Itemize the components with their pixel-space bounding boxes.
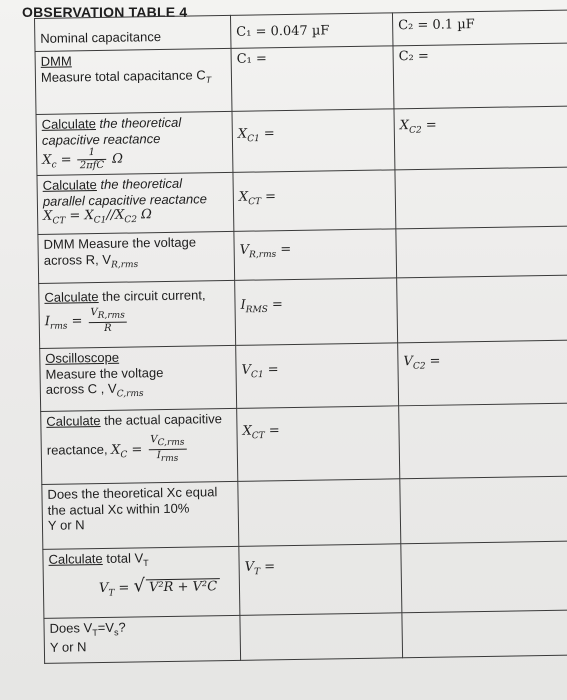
compare-vt-tail: ? (118, 619, 126, 635)
cell-compare-vt-answer[interactable] (240, 613, 403, 661)
vr-sub: R,rms (249, 250, 277, 261)
cell-xct-actual[interactable] (237, 406, 400, 482)
vt-label: V (244, 559, 255, 575)
header-nominal-capacitance (35, 15, 231, 51)
cell-compare-xc-answer[interactable] (238, 479, 401, 547)
vt-radicand: V²R + V²C (146, 578, 220, 596)
xc1-eq: = (259, 126, 275, 142)
af-num-sub: C,rms (157, 437, 185, 448)
xct-eq: = (260, 189, 277, 205)
measure-total-label: Measure total capacitance C (40, 66, 206, 85)
pf-mid: = X (65, 208, 94, 224)
dmm-label: DMM (40, 53, 72, 69)
cf-num: V (90, 306, 98, 318)
table-row-current (39, 275, 567, 348)
irms-label: I (240, 297, 246, 313)
label-dmm-vr (38, 232, 235, 284)
c2-measured-label: C₂ = (398, 48, 429, 65)
af-lhs: X (111, 442, 121, 458)
vc2-label: V (403, 354, 413, 370)
theoretical-label: the theoretical (95, 114, 182, 132)
calc-label-2: Calculate (42, 177, 97, 194)
label-compare-xc (42, 482, 239, 550)
observation-table (34, 10, 567, 665)
table-row-dmm-vr (38, 226, 567, 283)
cell-c1-measured[interactable] (231, 46, 394, 112)
cf-lhs-sub: rms (49, 321, 68, 332)
label-compare-vt (44, 616, 241, 664)
compare-vt-sub2: s (113, 627, 119, 638)
formula-lhs-sub: c (51, 160, 57, 171)
parallel-label: parallel capacitive reactance (42, 191, 208, 209)
label-actual-reactance: Calculate the actual capacitive reactance, $X_C$ = $\frac{\text{VC,rms}}{\text{Irms}}$ (41, 409, 238, 485)
calc-label-3: Calculate (44, 289, 99, 306)
table-row-parallel-reactance (37, 167, 567, 234)
cell-xct[interactable] (233, 170, 396, 232)
cf-fraction (88, 306, 127, 334)
table-row-actual-reactance (41, 403, 567, 484)
header-c1 (230, 13, 392, 49)
cf-lhs: I (44, 313, 51, 330)
calc-label: Calculate (41, 116, 96, 132)
xct-actual-label: X (242, 423, 252, 439)
vt-sub: T (254, 567, 261, 578)
pf-unit: Ω (136, 207, 152, 223)
cell-vc1[interactable] (236, 343, 399, 409)
af-lhs-sub: C (120, 449, 128, 460)
capacitive-reactance-label: capacitive reactance (41, 130, 161, 148)
scope-label: Oscilloscope (45, 349, 120, 367)
header-col1-label: Nominal capacitance (40, 29, 162, 46)
vr-label: V (239, 242, 250, 258)
current-formula: $I_{rms}$ = $\frac{\text{VR,rms}}{R}$ (45, 305, 230, 336)
compare-xc-a: Does the theoretical Xc equal (47, 484, 218, 503)
vc2-eq: = (425, 353, 441, 370)
pf-sub2: C1 (93, 215, 107, 227)
pf-sub1: CT (52, 216, 66, 227)
label-dmm-total (35, 48, 232, 114)
header-c2 (392, 10, 567, 46)
vc1-eq: = (263, 362, 279, 378)
calc-label-4: Calculate (46, 413, 101, 430)
dmm-vr-sub: R,rms (111, 259, 139, 271)
compare-vt-mid: =V (97, 620, 115, 636)
calc-label-5: Calculate (48, 551, 103, 568)
pf-x: X (43, 209, 53, 225)
xct-sub: CT (248, 197, 262, 208)
pf-mid2: //X (106, 207, 125, 224)
af-num: V (150, 433, 158, 446)
cell-empty-current (397, 275, 567, 343)
sqrt-icon: √ (133, 574, 146, 597)
c1-measured-label: C₁ = (236, 51, 267, 67)
cell-vc2[interactable] (398, 340, 567, 406)
actual-label: the actual capacitive (100, 411, 223, 429)
label-current (39, 281, 236, 349)
vt-formula: $V_T$ = √ V²R + V²C (99, 574, 234, 600)
cell-empty-actual (399, 403, 567, 479)
table-row-dmm-total (35, 43, 567, 114)
cell-vr-rms[interactable] (234, 229, 397, 281)
table-row-compare-xc (42, 476, 567, 549)
cf-num-sub: R,rms (97, 310, 125, 321)
scope-sub: C,rms (116, 389, 144, 400)
vc1-label: V (241, 362, 252, 378)
scope-measure-label: Measure the voltage (45, 364, 164, 382)
af-fraction (148, 433, 187, 464)
dmm-vr-label-a: DMM Measure the voltage (43, 234, 197, 253)
vt-lhs-sub: T (108, 587, 115, 599)
cell-vt[interactable] (239, 544, 402, 616)
xc1-label: X (237, 126, 248, 142)
formula-den: 2πfC (79, 160, 105, 172)
label-scope (40, 346, 237, 412)
formula-lhs: X (42, 152, 52, 169)
af-den-sub: rms (160, 453, 179, 464)
parallel-formula (43, 206, 228, 227)
xc2-label: X (399, 118, 410, 134)
cell-empty-vt (401, 541, 567, 613)
vt-lhs: V (98, 580, 109, 596)
vc1-sub: C1 (250, 370, 264, 381)
measure-total-sub: T (205, 74, 212, 85)
cell-empty-compare-xc (400, 476, 567, 544)
label-theoretical-reactance (36, 111, 233, 175)
vt-eq: = (259, 559, 276, 575)
dmm-vr-label-b: across R, V (43, 251, 112, 268)
compare-vt-a: Does V (49, 620, 93, 637)
cf-den: R (103, 322, 112, 334)
table-row-theoretical-reactance (36, 106, 567, 176)
vr-eq: = (276, 242, 292, 258)
xc1-sub: C1 (247, 134, 260, 145)
irms-eq: = (267, 297, 283, 313)
af-den: I (156, 449, 161, 461)
formula-num: 1 (78, 147, 106, 160)
cell-irms[interactable] (235, 278, 398, 346)
actual-reactance-word: reactance, (46, 441, 112, 458)
table-row-total-vt (43, 541, 567, 618)
total-vt-label: total V (102, 550, 144, 567)
cell-c2-measured[interactable] (393, 43, 567, 109)
xct-label: X (238, 189, 249, 205)
page-title: OBSERVATION TABLE 4 (22, 4, 188, 20)
irms-sub: RMS (245, 305, 269, 316)
xct-actual-sub: CT (251, 431, 265, 442)
header-col2-label: C₁ = 0.047 µF (236, 23, 330, 40)
table-row-compare-vt (44, 610, 567, 663)
compare-xc-b: the actual Xc within 10% (47, 500, 190, 518)
xc2-eq: = (421, 117, 437, 133)
xct-actual-eq: = (264, 423, 280, 439)
label-total-vt (43, 547, 240, 619)
formula-unit: Ω (112, 151, 124, 167)
cell-xc1[interactable] (232, 109, 395, 173)
vc2-sub: C2 (412, 361, 426, 372)
cell-empty-vr (396, 226, 567, 278)
compare-xc-c: Y or N (47, 517, 85, 534)
reactance-formula: $X_c$ = $\frac{1}{\text{2πfC}}$ Ω (42, 147, 124, 172)
pf-sub3: C2 (124, 215, 138, 226)
header-col3-label: C₂ = 0.1 µF (398, 17, 475, 34)
cell-empty-parallel (395, 167, 567, 229)
current-label: the circuit current, (98, 287, 206, 305)
compare-vt-b: Y or N (49, 638, 87, 655)
cell-xc2[interactable] (394, 106, 567, 170)
scope-across-label: across C , V (45, 381, 117, 398)
cell-empty-compare-vt (402, 610, 567, 658)
label-parallel-reactance (37, 173, 234, 235)
table-row-scope (40, 340, 567, 411)
compare-vt-sub1: T (92, 627, 98, 638)
xc2-sub: C2 (409, 125, 422, 136)
formula-fraction (78, 147, 107, 172)
total-vt-sub: T (143, 558, 149, 569)
theoretical-label-2: the theoretical (96, 175, 183, 193)
